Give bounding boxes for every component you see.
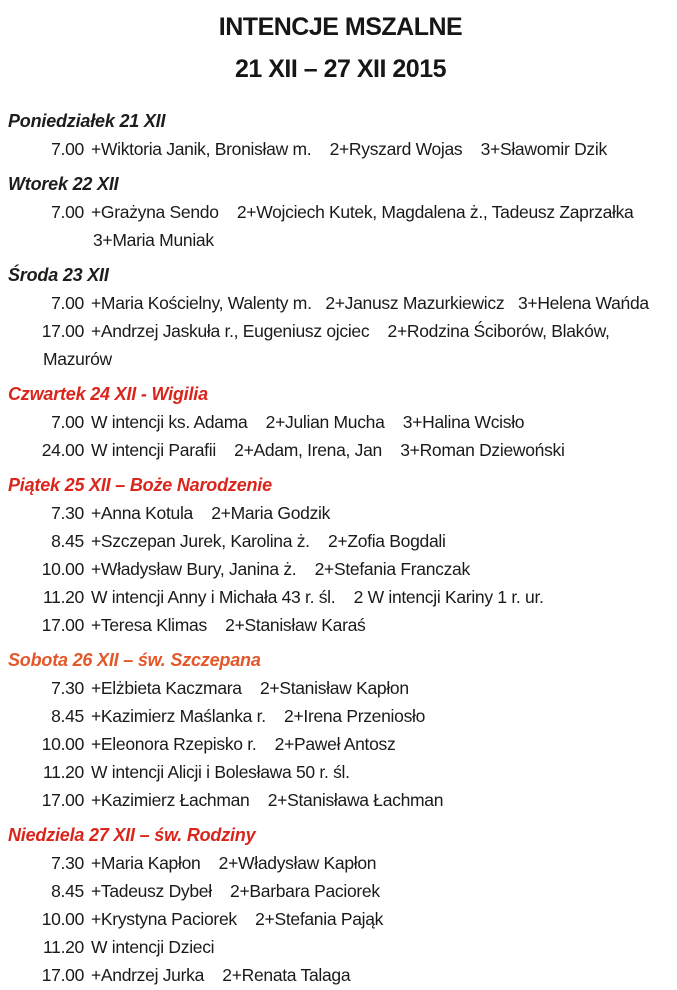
mass-time: 8.45	[51, 706, 84, 726]
mass-intentions: +Grażyna Sendo 2+Wojciech Kutek, Magdalena ż., Tadeusz Zaprzałka	[91, 202, 634, 222]
mass-time: 11.20	[43, 587, 84, 607]
mass-time: 17.00	[41, 321, 84, 341]
day-entries	[8, 289, 673, 373]
mass-time: 7.30	[51, 853, 84, 873]
mass-entry	[8, 849, 673, 877]
mass-time: 17.00	[41, 790, 84, 810]
mass-intentions: +Kazimierz Łachman 2+Stanisława Łachman	[91, 790, 444, 810]
mass-entry	[8, 135, 673, 163]
mass-entry	[8, 905, 673, 933]
day-header: Niedziela 27 XII – św. Rodziny	[8, 825, 256, 845]
mass-intentions: W intencji Anny i Michała 43 r. śl. 2 W intencji Kariny 1 r. ur.	[91, 587, 544, 607]
mass-time: 7.00	[51, 412, 84, 432]
day-entries	[8, 408, 673, 464]
document-subtitle: 21 XII – 27 XII 2015	[235, 55, 446, 83]
mass-time: 7.30	[51, 678, 84, 698]
mass-time: 11.20	[43, 937, 84, 957]
document-title: INTENCJE MSZALNE	[218, 13, 463, 41]
mass-intentions: +Andrzej Jaskuła r., Eugeniusz ojciec 2+Rodzina Ściborów, Blaków,	[91, 321, 610, 341]
day-section	[8, 471, 673, 639]
day-entries	[8, 499, 673, 639]
mass-time: 17.00	[41, 615, 84, 635]
mass-intentions: +Maria Kapłon 2+Władysław Kapłon	[91, 853, 377, 873]
day-header: Poniedziałek 21 XII	[8, 111, 166, 131]
day-entries	[8, 198, 673, 254]
mass-entry	[8, 877, 673, 905]
mass-intentions: +Maria Kościelny, Walenty m. 2+Janusz Mazurkiewicz 3+Helena Wańda	[91, 293, 649, 313]
mass-entry	[8, 555, 673, 583]
mass-entry	[8, 317, 673, 345]
day-header: Środa 23 XII	[8, 265, 109, 285]
day-section	[8, 107, 673, 163]
day-header: Sobota 26 XII – św. Szczepana	[8, 650, 261, 670]
mass-entry	[8, 758, 673, 786]
mass-intentions: +Kazimierz Maślanka r. 2+Irena Przeniosło	[91, 706, 426, 726]
mass-intentions: W intencji Dzieci	[91, 937, 215, 957]
day-section	[8, 261, 673, 373]
day-header: Czwartek 24 XII - Wigilia	[8, 384, 208, 404]
day-section	[8, 380, 673, 464]
day-section	[8, 646, 673, 814]
mass-entry	[8, 933, 673, 961]
mass-entry	[8, 961, 673, 989]
mass-intentions: +Władysław Bury, Janina ż. 2+Stefania Franczak	[91, 559, 470, 579]
mass-time: 10.00	[41, 559, 84, 579]
mass-time: 7.00	[51, 293, 84, 313]
mass-time: 7.00	[51, 202, 84, 222]
mass-intentions: +Eleonora Rzepisko r. 2+Paweł Antosz	[91, 734, 396, 754]
mass-time: 8.45	[51, 881, 84, 901]
day-section	[8, 170, 673, 254]
day-header: Piątek 25 XII – Boże Narodzenie	[8, 475, 272, 495]
mass-intentions: +Teresa Klimas 2+Stanisław Karaś	[91, 615, 366, 635]
mass-entry	[8, 674, 673, 702]
mass-entry	[8, 730, 673, 758]
mass-intentions: +Elżbieta Kaczmara 2+Stanisław Kapłon	[91, 678, 409, 698]
day-header: Wtorek 22 XII	[8, 174, 119, 194]
mass-entry	[8, 611, 673, 639]
mass-entry	[8, 786, 673, 814]
day-entries	[8, 135, 673, 163]
mass-entry-continuation: 3+Maria Muniak	[93, 230, 214, 250]
mass-entry	[8, 702, 673, 730]
mass-intentions: +Andrzej Jurka 2+Renata Talaga	[91, 965, 351, 985]
mass-time: 7.00	[51, 139, 84, 159]
mass-entry	[8, 499, 673, 527]
mass-intentions: W intencji Alicji i Bolesława 50 r. śl.	[91, 762, 350, 782]
mass-intentions: +Anna Kotula 2+Maria Godzik	[91, 503, 331, 523]
mass-time: 8.45	[51, 531, 84, 551]
mass-entry	[8, 527, 673, 555]
mass-intentions: +Tadeusz Dybeł 2+Barbara Paciorek	[91, 881, 380, 901]
mass-intentions: +Krystyna Paciorek 2+Stefania Pająk	[91, 909, 384, 929]
day-section	[8, 821, 673, 989]
mass-entry	[8, 583, 673, 611]
mass-intentions: W intencji ks. Adama 2+Julian Mucha 3+Halina Wcisło	[91, 412, 525, 432]
mass-time: 11.20	[43, 762, 84, 782]
mass-entry	[8, 198, 673, 226]
mass-intentions: +Szczepan Jurek, Karolina ż. 2+Zofia Bogdali	[91, 531, 446, 551]
mass-entry	[8, 436, 673, 464]
day-entries	[8, 849, 673, 989]
days-list	[8, 107, 673, 989]
mass-time: 10.00	[41, 734, 84, 754]
mass-time: 10.00	[41, 909, 84, 929]
day-entries	[8, 674, 673, 814]
mass-time: 17.00	[41, 965, 84, 985]
mass-time: 24.00	[41, 440, 84, 460]
mass-intentions: W intencji Parafii 2+Adam, Irena, Jan 3+Roman Dziewoński	[91, 440, 565, 460]
mass-entry	[8, 408, 673, 436]
mass-time: 7.30	[51, 503, 84, 523]
mass-entry	[8, 289, 673, 317]
mass-entry-continuation: Mazurów	[43, 349, 112, 369]
mass-intentions: +Wiktoria Janik, Bronisław m. 2+Ryszard Wojas 3+Sławomir Dzik	[91, 139, 607, 159]
